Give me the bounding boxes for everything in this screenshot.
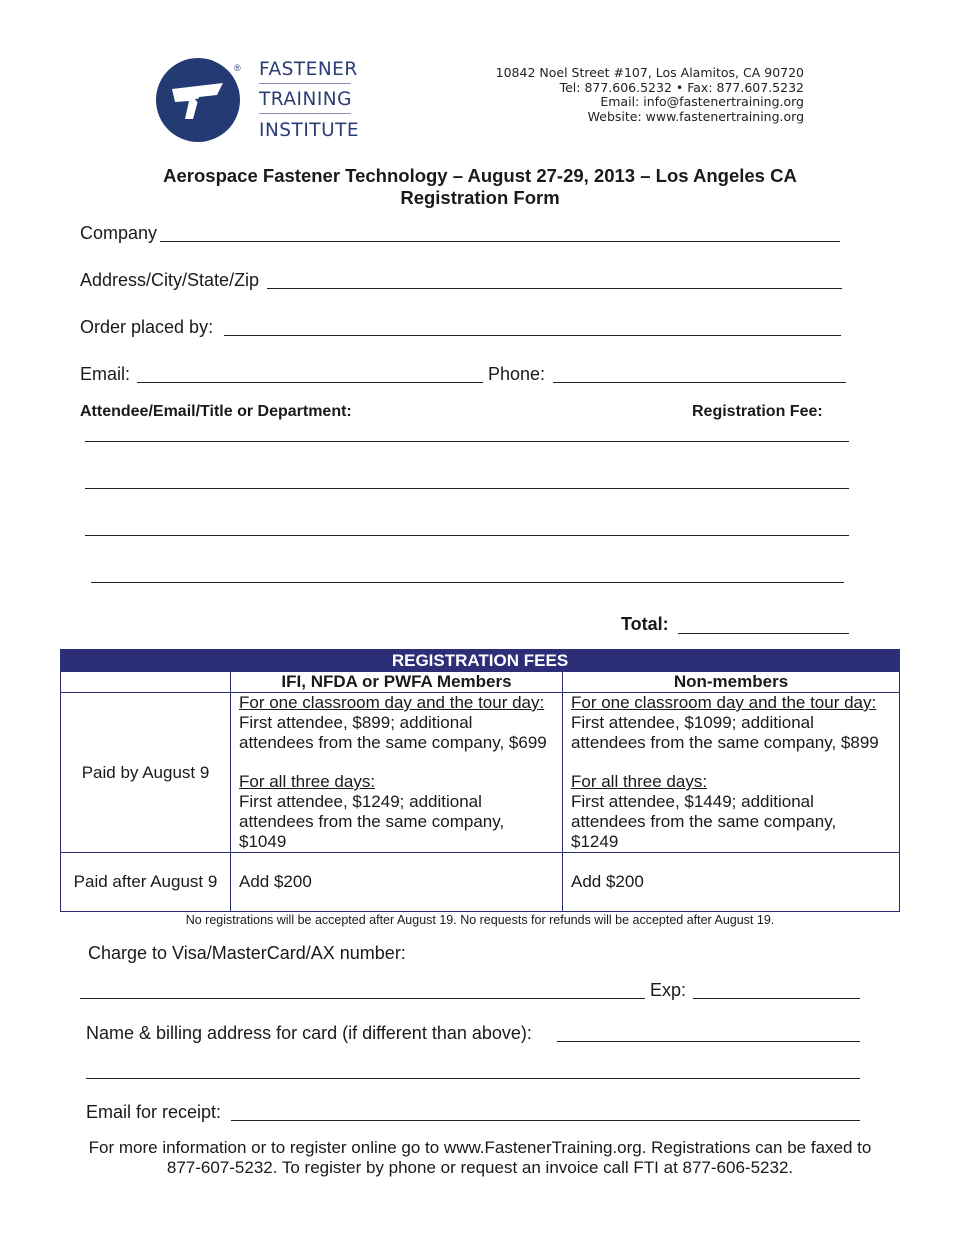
exp-label: Exp: — [650, 980, 687, 1000]
receipt-email-field[interactable] — [231, 1120, 860, 1121]
phone-label: Phone: — [488, 364, 546, 384]
page-subtitle: Registration Form — [400, 187, 560, 208]
nonmembers-one-day-line1: First attendee, $1099; additional — [571, 713, 814, 732]
empty-header-cell — [61, 672, 231, 693]
billing-address-field[interactable] — [557, 1041, 860, 1042]
footer-line-2: 877-607-5232. To register by phone or request an invoice call FTI at 877-606-5232. — [166, 1158, 794, 1177]
nonmembers-three-day-line2: attendees from the same company, — [571, 812, 837, 831]
nonmembers-one-day-line2: attendees from the same company, $899 — [571, 733, 879, 752]
footer — [60, 1138, 900, 1178]
total-field[interactable] — [678, 633, 849, 634]
refund-note: No registrations will be accepted after August 19. No requests for refunds will be accepted after August 19. — [185, 913, 775, 927]
members-column-header: IFI, NFDA or PWFA Members — [231, 672, 563, 693]
logo-mark-icon — [155, 57, 241, 143]
members-one-day-line1: First attendee, $899; additional — [239, 713, 473, 732]
attendee-line-3[interactable] — [85, 535, 849, 536]
order-placed-by-label: Order placed by: — [80, 317, 214, 337]
contact-block — [496, 66, 804, 124]
company-field[interactable] — [160, 241, 840, 242]
nonmembers-late-cell: Add $200 — [563, 853, 900, 912]
nonmembers-three-day-line1: First attendee, $1449; additional — [571, 792, 814, 811]
members-one-day-title: For one classroom day and the tour day: — [239, 693, 545, 712]
members-three-day-line1: First attendee, $1249; additional — [239, 792, 482, 811]
card-number-label: Charge to Visa/MasterCard/AX number: — [88, 943, 406, 963]
nonmembers-three-day-line3: $1249 — [571, 832, 619, 851]
card-number-field[interactable] — [80, 998, 645, 999]
attendee-header: Attendee/Email/Title or Department: — [80, 403, 352, 420]
contact-website: Website: www.fastenertraining.org — [587, 108, 804, 124]
nonmembers-early-cell — [563, 693, 900, 853]
registration-fees-table — [60, 649, 900, 912]
logo-divider — [259, 83, 351, 84]
registered-mark: ® — [234, 63, 241, 73]
logo-line-fastener: FASTENER — [259, 59, 358, 80]
total-label: Total: — [621, 614, 669, 634]
address-field[interactable] — [267, 288, 842, 289]
members-three-day-line2: attendees from the same company, — [239, 812, 505, 831]
fees-banner: REGISTRATION FEES — [61, 650, 900, 672]
registration-fee-header: Registration Fee: — [692, 403, 823, 420]
table-row — [61, 853, 900, 912]
logo-divider — [259, 113, 351, 114]
table-row — [61, 693, 900, 853]
email-label: Email: — [80, 364, 131, 384]
attendee-line-4[interactable] — [91, 582, 844, 583]
phone-field[interactable] — [553, 382, 846, 383]
company-label: Company — [80, 223, 158, 243]
page-title: Aerospace Fastener Technology – August 27-29, 2013 – Los Angeles CA — [163, 165, 797, 186]
billing-address-label: Name & billing address for card (if different than above): — [86, 1023, 532, 1043]
logo-line-training: TRAINING — [259, 89, 352, 110]
attendee-line-1[interactable] — [85, 441, 849, 442]
contact-email: Email: info@fastenertraining.org — [600, 94, 804, 110]
billing-address-field-2[interactable] — [86, 1078, 860, 1079]
footer-line-1: For more information or to register online go to www.FastenerTraining.org. Registrations can be faxed to — [88, 1138, 872, 1157]
address-label: Address/City/State/Zip — [80, 270, 260, 290]
tel-fax: Tel: 877.606.5232 • Fax: 877.607.5232 — [559, 79, 804, 95]
attendee-line-2[interactable] — [85, 488, 849, 489]
members-one-day-line2: attendees from the same company, $699 — [239, 733, 547, 752]
members-three-day-line3: $1049 — [239, 832, 287, 851]
exp-field[interactable] — [693, 998, 860, 999]
order-placed-by-field[interactable] — [224, 335, 841, 336]
email-field[interactable] — [137, 382, 483, 383]
members-early-cell — [231, 693, 563, 853]
logo-line-institute: INSTITUTE — [259, 120, 360, 141]
street-address: 10842 Noel Street #107, Los Alamitos, CA 90720 — [495, 65, 804, 80]
members-three-day-title: For all three days: — [239, 772, 376, 791]
nonmembers-one-day-title: For one classroom day and the tour day: — [571, 693, 877, 712]
row-label-paid-by: Paid by August 9 — [61, 693, 231, 853]
members-late-cell: Add $200 — [231, 853, 563, 912]
nonmembers-three-day-title: For all three days: — [571, 772, 708, 791]
row-label-paid-after: Paid after August 9 — [61, 853, 231, 912]
receipt-email-label: Email for receipt: — [86, 1102, 222, 1122]
nonmembers-column-header: Non-members — [563, 672, 900, 693]
